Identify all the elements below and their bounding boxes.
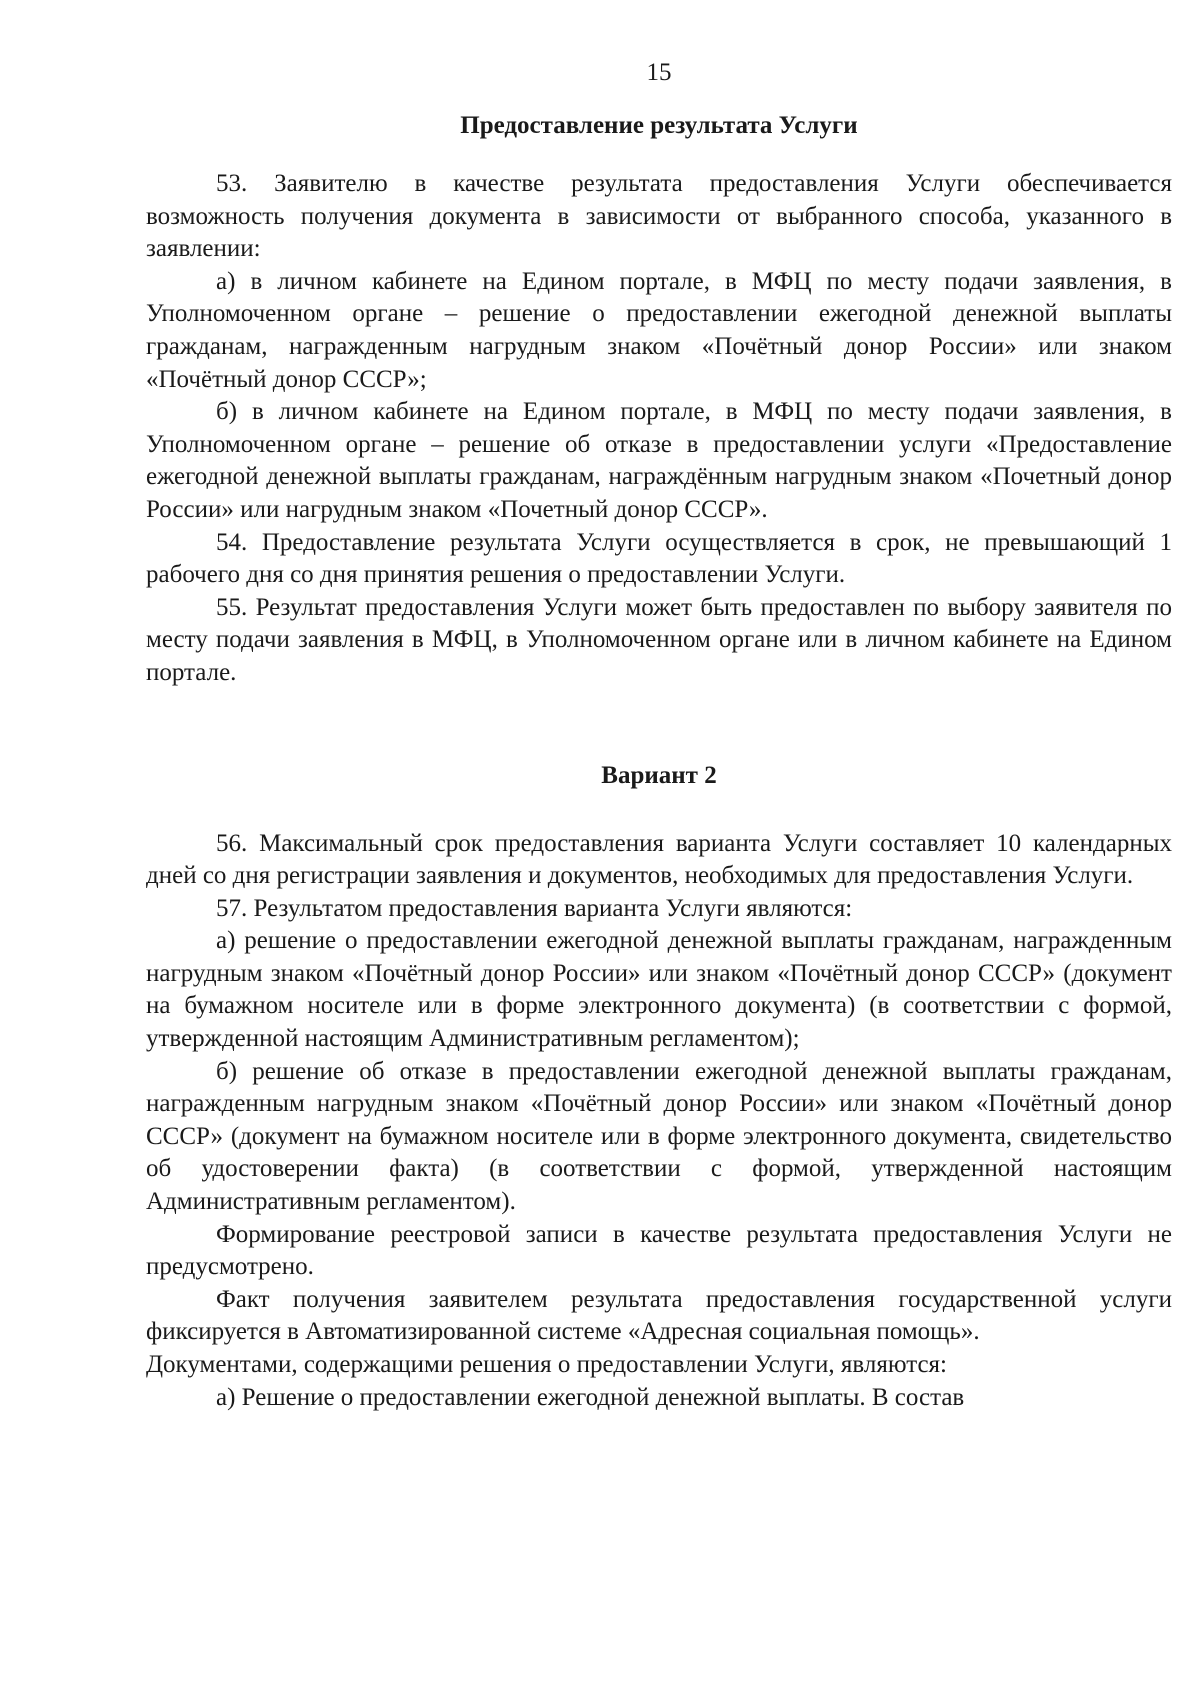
paragraph-57-a: а) решение о предоставлении ежегодной денежной выплаты гражданам, награжденным нагрудным знаком «Почётный донор России» или знаком «Почётный донор СССР» (документ на бумажном носителе или в форме электронного документа) (в соответствии с формой, утвержденной настоящим Административным регламентом); (146, 927, 1172, 1053)
page-number: 15 (646, 59, 672, 86)
paragraph-53-a: а) в личном кабинете на Едином портале, в МФЦ по месту подачи заявления, в Уполномоченном органе – решение о предоставлении ежегодной денежной выплаты гражданам, награжденным нагрудным знаком «Почётный донор России» или знаком «Почётный донор СССР»; (146, 267, 1172, 393)
section-heading-result: Предоставление результата Услуги (460, 112, 858, 139)
paragraph-55: 55. Результат предоставления Услуги может быть предоставлен по выбору заявителя по месту подачи заявления в МФЦ, в Уполномоченном органе или в личном кабинете на Едином портале. (146, 593, 1172, 686)
paragraph-documents-a: а) Решение о предоставлении ежегодной денежной выплаты. В состав (216, 1383, 965, 1411)
paragraph-documents-intro: Документами, содержащими решения о предоставлении Услуги, являются: (146, 1351, 947, 1378)
paragraph-57: 57. Результатом предоставления варианта Услуги являются: (216, 894, 853, 922)
paragraph-53-b: б) в личном кабинете на Едином портале, в МФЦ по месту подачи заявления, в Уполномоченном органе – решение об отказе в предоставлении услуги «Предоставление ежегодной денежной выплаты гражданам, награждённым нагрудным знаком «Почетный донор России» или нагрудным знаком «Почетный донор СССР». (146, 398, 1172, 523)
section-variant-2 (146, 760, 1172, 1415)
section-result (146, 110, 1172, 690)
section-heading-variant-2: Вариант 2 (601, 761, 717, 789)
paragraph-53: 53. Заявителю в качестве результата предоставления Услуги обеспечивается возможность получения документа в зависимости от выбранного способа, указанного в заявлении: (146, 170, 1172, 263)
paragraph-registry-record: Формирование реестровой записи в качестве результата предоставления Услуги не предусмотрено. (146, 1220, 1172, 1281)
paragraph-receipt-fact: Факт получения заявителем результата предоставления государственной услуги фиксируется в Автоматизированной системе «Адресная социальная помощь». (146, 1285, 1172, 1346)
document-page (146, 58, 1172, 1414)
paragraph-57-b: б) решение об отказе в предоставлении ежегодной денежной выплаты гражданам, награжденным нагрудным знаком «Почётный донор России» или знаком «Почётный донор СССР» (документ на бумажном носителе или в форме электронного документа, свидетельство об удостоверении факта) (в соответствии с формой, утвержденной настоящим Административным регламентом). (146, 1057, 1172, 1216)
paragraph-54: 54. Предоставление результата Услуги осуществляется в срок, не превышающий 1 рабочего дня со дня принятия решения о предоставлении Услуги. (146, 528, 1172, 589)
paragraph-56: 56. Максимальный срок предоставления варианта Услуги составляет 10 календарных дней со дня регистрации заявления и документов, необходимых для предоставления Услуги. (146, 829, 1172, 890)
